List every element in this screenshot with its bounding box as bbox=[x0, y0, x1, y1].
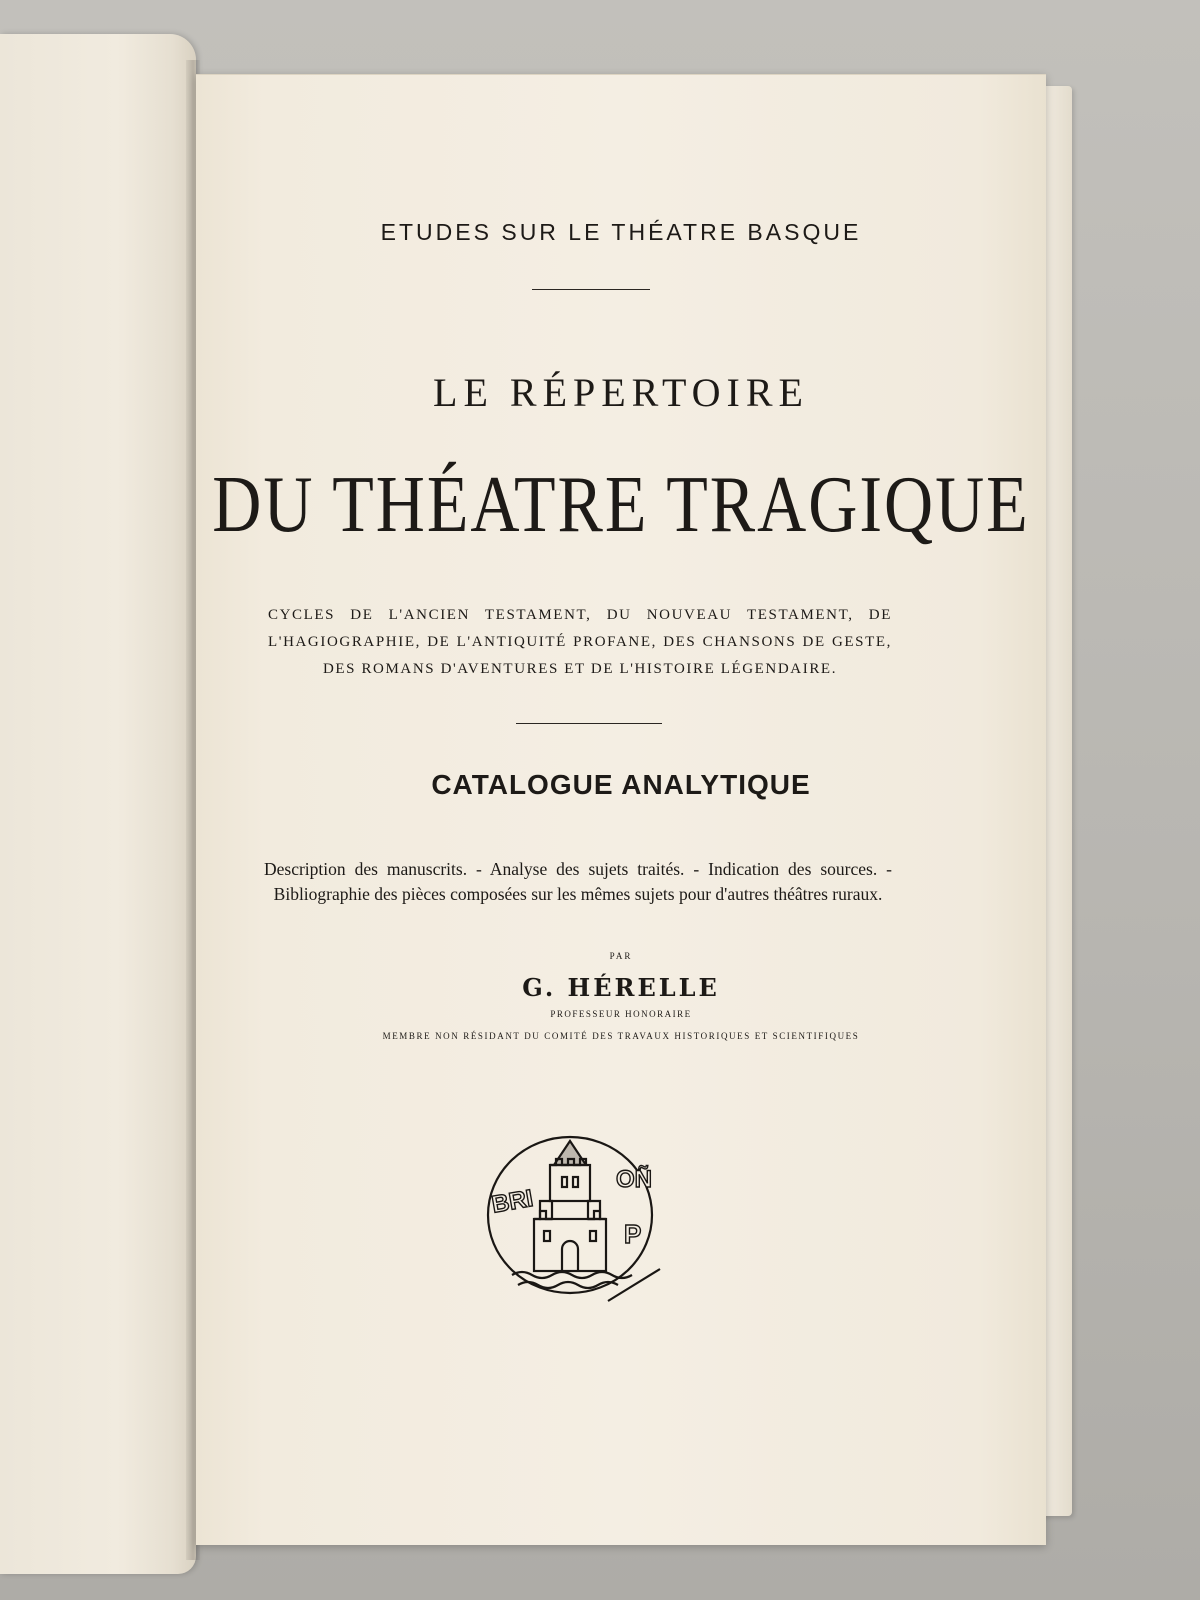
title-page bbox=[196, 74, 1046, 1545]
castle-seal-icon bbox=[484, 1123, 674, 1313]
author-name: G. HÉRELLE bbox=[522, 973, 720, 1002]
divider-rule-middle bbox=[516, 723, 662, 724]
seal-text-left: BRI bbox=[489, 1184, 536, 1219]
by-line: PAR bbox=[609, 951, 633, 961]
title-line-1: LE RÉPERTOIRE bbox=[433, 370, 809, 415]
series-title: ETUDES SUR LE THÉATRE BASQUE bbox=[380, 219, 862, 245]
author-title: PROFESSEUR HONORAIRE bbox=[550, 1009, 692, 1019]
title-line-2: DU THÉATRE TRAGIQUE bbox=[212, 459, 1030, 549]
divider-rule-top bbox=[532, 289, 650, 290]
subtitle: CYCLES DE L'ANCIEN TESTAMENT, DU NOUVEAU TESTAMENT, DE L'HAGIOGRAPHIE, DE L'ANTIQUITÉ PROFANE, DES CHANSONS DE GESTE, DES ROMANS D'AVENTURES ET DE L'HISTOIRE LÉGENDAIRE. bbox=[268, 607, 892, 677]
left-page bbox=[0, 34, 196, 1574]
seal-text-right-bottom: P bbox=[624, 1219, 642, 1249]
catalogue-heading: CATALOGUE ANALYTIQUE bbox=[431, 769, 811, 800]
catalogue-description: Description des manuscrits. - Analyse des sujets traités. - Indication des sources. - Bibliographie des pièces composées sur les mêmes sujets pour d'autres théâtres ruraux. bbox=[264, 858, 892, 904]
author-membership: MEMBRE NON RÉSIDANT DU COMITÉ DES TRAVAUX HISTORIQUES ET SCIENTIFIQUES bbox=[382, 1031, 860, 1041]
seal-text-right-top: OÑ bbox=[616, 1166, 652, 1193]
